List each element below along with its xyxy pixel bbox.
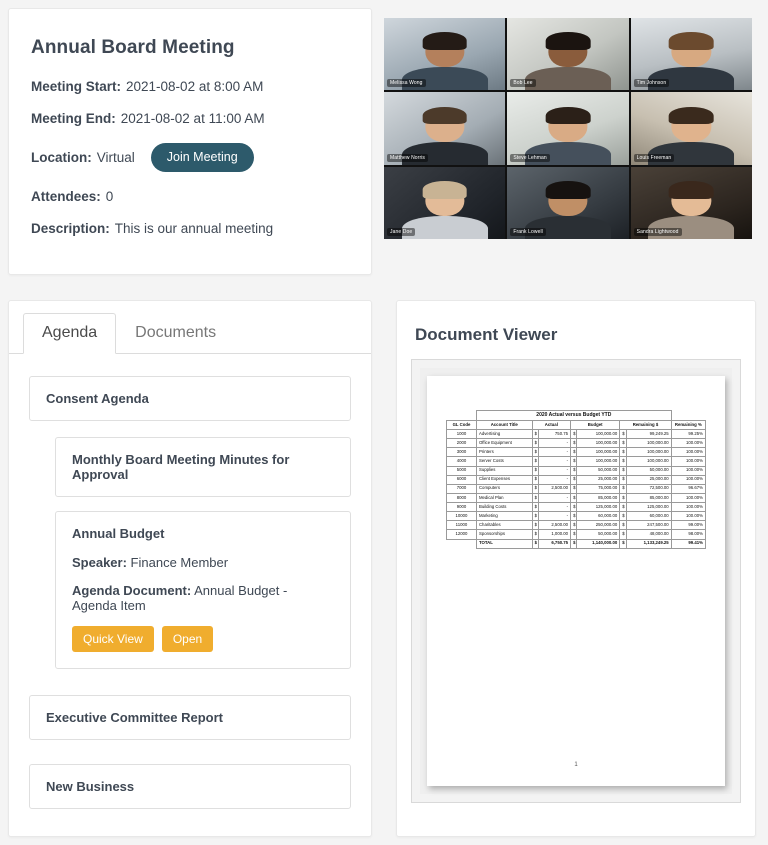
participant-name: Tim Johnson <box>634 79 670 87</box>
document-page[interactable] <box>427 376 725 786</box>
table-row: 3000 Printers $ - $ 100,000.00 $ 100,000.00 100.00% <box>447 448 706 457</box>
agenda-list <box>9 354 371 845</box>
agenda-document-label: Agenda Document: <box>72 583 192 598</box>
participant-name: Sandra Lightwood <box>634 228 682 236</box>
agenda-document-actions <box>72 626 334 652</box>
agenda-panel <box>8 300 372 837</box>
participant-tile[interactable] <box>631 18 752 90</box>
agenda-document-row <box>72 583 334 613</box>
col-budget: Budget <box>571 420 620 429</box>
document-title: 2020 Actual versus Budget YTD <box>476 411 671 421</box>
agenda-item-executive-committee-report[interactable]: Executive Committee Report <box>29 695 351 740</box>
participant-tile[interactable] <box>384 18 505 90</box>
total-label: TOTAL <box>476 539 532 548</box>
meeting-start-value: 2021-08-02 at 8:00 AM <box>126 79 264 94</box>
location-row <box>31 143 349 172</box>
meeting-end-row <box>31 111 349 126</box>
join-meeting-button[interactable]: Join Meeting <box>151 143 254 172</box>
agenda-item-consent-agenda[interactable]: Consent Agenda <box>29 376 351 421</box>
location-value: Virtual <box>96 149 135 165</box>
table-row: 4000 Server Costs $ - $ 100,000.00 $ 100,000.00 100.00% <box>447 457 706 466</box>
col-actual: Actual <box>532 420 571 429</box>
meeting-end-value: 2021-08-02 at 11:00 AM <box>120 111 265 126</box>
table-row: 1000 Advertising $ 750.75 $ 100,000.00 $ 99,249.25 99.25% <box>447 430 706 439</box>
agenda-item-title: Monthly Board Meeting Minutes for Approval <box>72 452 290 482</box>
table-row-total: TOTAL $ 6,750.75 $ 1,140,000.00 $ 1,133,249.25 99.41% <box>447 539 706 548</box>
agenda-item-detail <box>56 555 350 668</box>
description-label: Description: <box>31 220 110 236</box>
page-title: Annual Board Meeting <box>31 37 235 58</box>
participant-tile[interactable] <box>384 167 505 239</box>
agenda-document-value: Annual Budget - Agenda Item <box>72 583 288 613</box>
agenda-item-new-business[interactable]: New Business <box>29 764 351 809</box>
agenda-item-minutes[interactable] <box>55 437 351 497</box>
participant-tile[interactable] <box>507 18 628 90</box>
speaker-value: Finance Member <box>130 555 229 570</box>
participant-figure <box>523 32 613 90</box>
quick-view-button[interactable]: Quick View <box>72 626 154 652</box>
tab-agenda[interactable]: Agenda <box>23 313 116 354</box>
col-remaining-amount: Remaining $ <box>620 420 671 429</box>
participant-name: Frank Lowell <box>510 228 546 236</box>
meeting-info-card <box>8 8 372 275</box>
participant-tile[interactable] <box>507 167 628 239</box>
table-row: 9000 Building Costs $ - $ 125,000.00 $ 125,000.00 100.00% <box>447 503 706 512</box>
table-row: 12000 Sponsorships $ 1,000.00 $ 50,000.00 $ 48,000.00 98.00% <box>447 530 706 539</box>
table-row: 10000 Marketing $ - $ 60,000.00 $ 60,000.00 100.00% <box>447 512 706 521</box>
meeting-end-label: Meeting End: <box>31 111 116 126</box>
col-gl-code: GL Code <box>447 420 477 429</box>
table-row: 5000 Supplies $ - $ 50,000.00 $ 50,000.00 100.00% <box>447 466 706 475</box>
speaker-row <box>72 555 334 570</box>
col-account-title: Account Title <box>476 420 532 429</box>
participant-tile[interactable] <box>631 92 752 164</box>
table-row: 11000 Charitables $ 2,500.00 $ 250,000.00 $ 247,500.00 99.00% <box>447 521 706 530</box>
table-row: 7000 Computers $ 2,500.00 $ 75,000.00 $ 72,500.00 96.67% <box>447 484 706 493</box>
attendees-value: 0 <box>105 188 114 204</box>
agenda-item-annual-budget[interactable] <box>55 511 351 669</box>
participant-name: Matthew Norris <box>387 154 428 162</box>
document-viewer-title: Document Viewer <box>415 325 558 344</box>
document-viewer-frame[interactable] <box>411 359 741 803</box>
budget-table <box>446 410 706 549</box>
description-row <box>31 221 349 236</box>
attendees-row <box>31 189 349 204</box>
video-conference-grid[interactable] <box>384 18 752 239</box>
open-button[interactable]: Open <box>162 626 213 652</box>
attendees-label: Attendees: <box>31 188 101 204</box>
tab-bar <box>9 301 371 354</box>
tab-documents[interactable]: Documents <box>135 324 217 341</box>
participant-name: Jane Doe <box>387 228 415 236</box>
document-viewer-card <box>396 300 756 837</box>
agenda-item-title: Annual Budget <box>72 526 165 541</box>
meeting-start-label: Meeting Start: <box>31 79 122 94</box>
description-value: This is our annual meeting <box>114 220 274 236</box>
speaker-label: Speaker: <box>72 555 127 570</box>
page-number: 1 <box>574 762 578 768</box>
table-row: 8000 Medical Plan $ - $ 85,000.00 $ 85,000.00 100.00% <box>447 493 706 502</box>
location-label: Location: <box>31 149 92 165</box>
document-viewer-stage[interactable] <box>420 368 732 794</box>
participant-name: Melissa Wong <box>387 79 426 87</box>
participant-tile[interactable] <box>384 92 505 164</box>
meeting-start-row <box>31 79 349 94</box>
table-row: 6000 Client Expenses $ - $ 25,000.00 $ 25,000.00 100.00% <box>447 475 706 484</box>
participant-name: Steve Lehman <box>510 154 549 162</box>
participant-tile[interactable] <box>507 92 628 164</box>
col-remaining-percent: Remaining % <box>671 420 705 429</box>
participant-tile[interactable] <box>631 167 752 239</box>
participant-name: Louis Freeman <box>634 154 675 162</box>
table-row: 2000 Office Equipment $ - $ 100,000.00 $ 100,000.00 100.00% <box>447 439 706 448</box>
participant-name: Bob Lee <box>510 79 535 87</box>
